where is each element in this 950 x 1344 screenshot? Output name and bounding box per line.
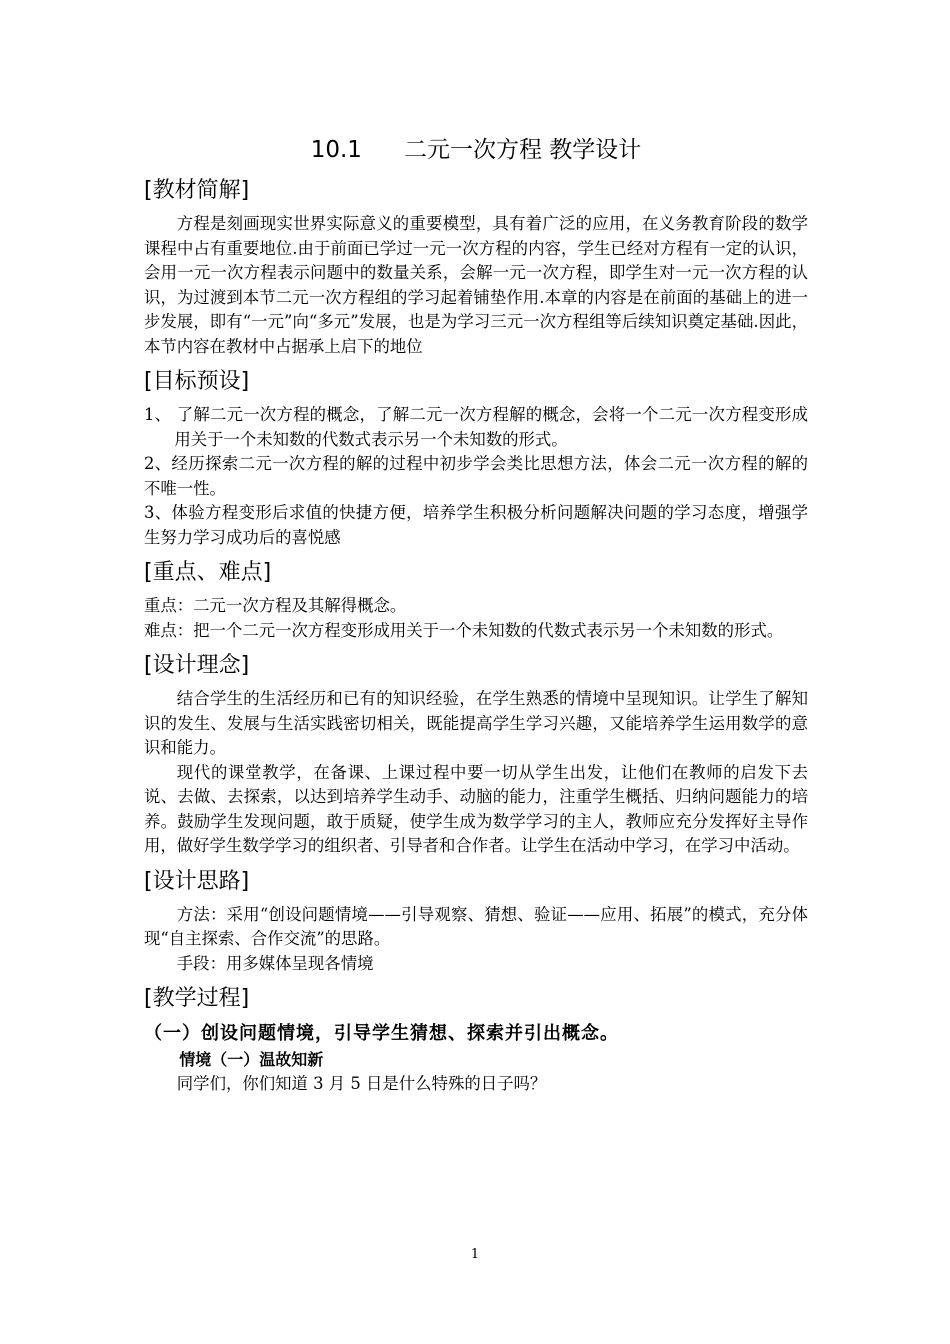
difficult-point-text: 难点：把一个二元一次方程变形成用关于一个未知数的代数式表示另一个未知数的形式。 (144, 620, 784, 640)
heading-textbook-summary: [教材简解] (144, 178, 250, 203)
document-title (144, 132, 808, 168)
design-concept-paragraph-1: 结合学生的生活经历和已有的知识经验，在学生熟悉的情境中呈现知识。让学生了解知识的发生、发展与生活实践密切相关，既能提高学生学习兴趣，又能培养学生运用数学的意识和能力。 (144, 689, 808, 757)
page-content (144, 132, 808, 1097)
design-approach-method: 方法：采用“创设问题情境——引导观察、猜想、验证——应用、拓展”的模式，充分体现“自主探索、合作交流”的思路。 (144, 904, 808, 948)
heading-design-approach: [设计思路] (144, 868, 250, 894)
title-text: 二元一次方程 教学设计 (403, 137, 642, 163)
textbook-summary-paragraph: 方程是刻画现实世界实际意义的重要模型，具有着广泛的应用，在义务教育阶段的数学课程中占有重要地位.由于前面已学过一元一次方程的内容，学生已经对方程有一定的认识，会用一元一次方程表示问题中的数量关系，会解一元一次方程，即学生对一元一次方程的认识，为过渡到本节二元一次方程组的学习起着铺垫作用.本章的内容是在前面的基础上的进一步发展，即有“一元”向“多元”发展，也是为学习三元一次方程组等后续知识奠定基础.因此，本节内容在教材中占据承上启下的地位 (144, 214, 808, 356)
heading-key-difficult-points: [重点、难点] (144, 560, 272, 585)
page-number: 1 (470, 1247, 480, 1262)
situation-1-question: 同学们，你们知道 3 月 5 日是什么特殊的日子吗？ (176, 1074, 547, 1093)
key-point-text: 重点：二元一次方程及其解得概念。 (144, 596, 407, 615)
situation-1-heading: 情境（一）温故知新 (179, 1050, 324, 1069)
heading-teaching-process: [教学过程] (144, 986, 250, 1011)
design-concept-paragraph-2: 现代的课堂教学，在备课、上课过程中要一切从学生出发，让他们在教师的启发下去说、去做、去探索，以达到培养学生动手、动脑的能力，注重学生概括、归纳问题能力的培养。鼓励学生发现问题，敢于质疑，使学生成为数学学习的主人，教师应充分发挥好主导作用，做好学生数学学习的组织者、引导者和合作者。让学生在活动中学习，在学习中活动。 (144, 762, 808, 855)
heading-design-concept: [设计理念] (144, 653, 250, 678)
teaching-step-1-heading: （一）创设问题情境，引导学生猜想、探索并引出概念。 (144, 1023, 619, 1044)
title-number: 10.1 (310, 137, 362, 163)
design-approach-means: 手段：用多媒体呈现各情境 (176, 953, 374, 973)
objective-item-3: 3、体验方程变形后求值的快捷方便，培养学生积极分析问题解决问题的学习态度，增强学生努力学习成功后的喜悦感 (144, 503, 808, 547)
objective-item-1: 1、 了解二元一次方程的概念，了解二元一次方程解的概念，会将一个二元一次方程变形成用关于一个未知数的代数式表示另一个未知数的形式。 (144, 405, 808, 449)
objective-item-2: 2、经历探索二元一次方程的解的过程中初步学会类比思想方法，体会二元一次方程的解的不唯一性。 (144, 454, 808, 498)
heading-objectives: [目标预设] (144, 369, 250, 394)
